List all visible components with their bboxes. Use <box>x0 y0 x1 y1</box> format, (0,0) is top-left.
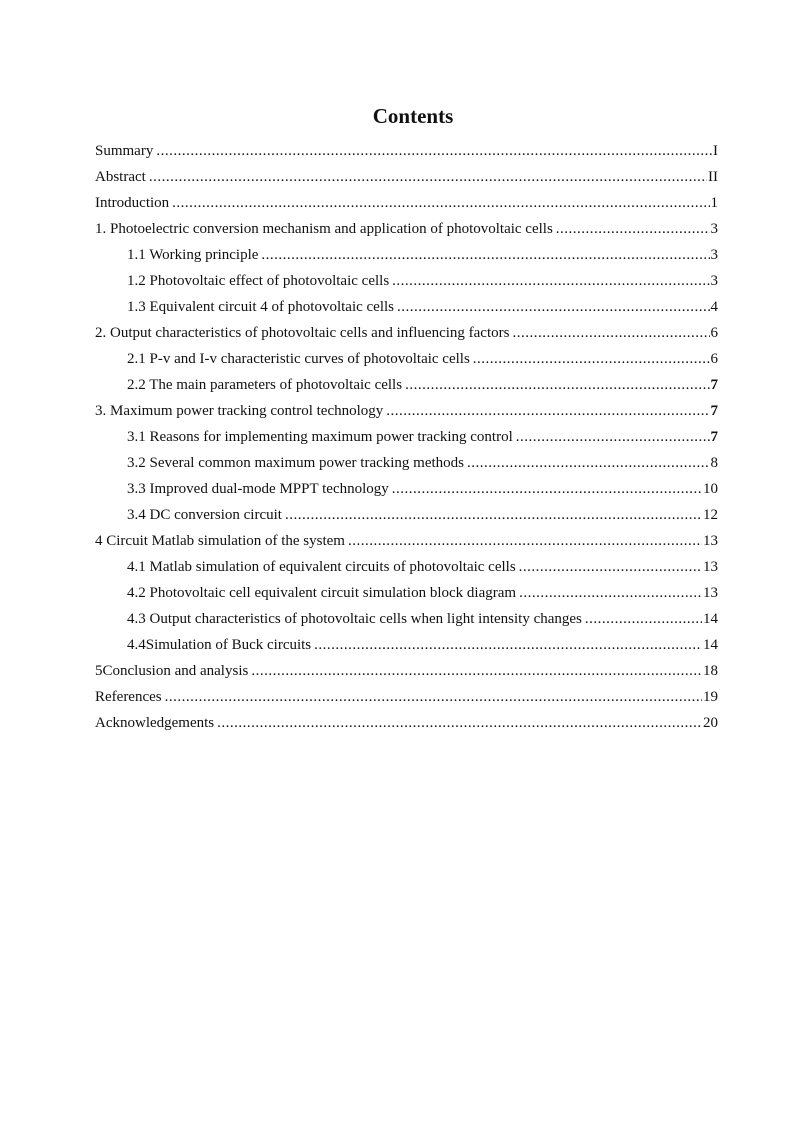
toc-entry-chapter-5 <box>95 658 718 684</box>
toc-entry-chapter-4 <box>95 528 718 554</box>
toc-dot-leader <box>386 398 709 424</box>
toc-entry-title: 3. Maximum power tracking control technology <box>95 403 384 419</box>
toc-entry-section-4-4 <box>95 632 718 658</box>
toc-dot-leader <box>285 502 702 528</box>
toc-page-number: 13 <box>703 559 718 575</box>
toc-entry-section-2-2 <box>95 372 718 398</box>
toc-dot-leader <box>348 528 702 554</box>
toc-dot-leader <box>516 424 710 450</box>
toc-entry-title: Introduction <box>95 195 170 211</box>
toc-entry-introduction <box>95 190 718 216</box>
toc-entry-title: 2.2 The main parameters of photovoltaic cells <box>127 377 403 393</box>
toc-dot-leader <box>156 138 712 164</box>
toc-entry-acknowledgements <box>95 710 718 736</box>
toc-entry-title: 1.1 Working principle <box>127 247 259 263</box>
toc-dot-leader <box>473 346 710 372</box>
toc-dot-leader <box>467 450 709 476</box>
toc-page-number: 3 <box>710 273 718 289</box>
toc-page-number: 3 <box>710 221 718 237</box>
toc-entry-title: 1. Photoelectric conversion mechanism and application of photovoltaic cells <box>95 221 553 237</box>
toc-page-number: 12 <box>703 507 718 523</box>
toc-entry-title: 4 Circuit Matlab simulation of the system <box>95 533 345 549</box>
toc-page-number: 7 <box>710 377 718 393</box>
toc-entry-chapter-2 <box>95 320 718 346</box>
toc-entry-section-4-3 <box>95 606 718 632</box>
toc-dot-leader <box>556 216 710 242</box>
toc-page-number: 19 <box>703 689 718 705</box>
toc-entry-title: References <box>95 689 162 705</box>
toc-dot-leader <box>392 476 702 502</box>
page-title: Contents <box>372 104 454 128</box>
toc-entry-title: Abstract <box>95 169 146 185</box>
toc-dot-leader <box>397 294 709 320</box>
toc-dot-leader <box>392 268 709 294</box>
toc-entry-section-4-2 <box>95 580 718 606</box>
toc-page-number: 4 <box>710 299 718 315</box>
toc-entry-abstract <box>95 164 718 190</box>
toc-dot-leader <box>585 606 702 632</box>
toc-entry-title: 3.4 DC conversion circuit <box>127 507 282 523</box>
toc-entry-title: 5Conclusion and analysis <box>95 663 249 679</box>
toc-entry-chapter-3 <box>95 398 718 424</box>
toc-entry-title: 4.2 Photovoltaic cell equivalent circuit simulation block diagram <box>127 585 517 601</box>
toc-page-number: 7 <box>710 429 718 445</box>
toc-entry-title: 1.2 Photovoltaic effect of photovoltaic cells <box>127 273 390 289</box>
toc-entry-section-3-4 <box>95 502 718 528</box>
toc-entry-title: 4.1 Matlab simulation of equivalent circuits of photovoltaic cells <box>127 559 516 575</box>
toc-entry-title: 1.3 Equivalent circuit 4 of photovoltaic cells <box>127 299 395 315</box>
toc-entry-title: 2. Output characteristics of photovoltaic cells and influencing factors <box>95 325 510 341</box>
toc-entry-title: Summary <box>95 143 154 159</box>
toc-dot-leader <box>251 658 702 684</box>
toc-page-number: 13 <box>703 585 718 601</box>
toc-page-number: 14 <box>703 637 718 653</box>
toc-dot-leader <box>217 710 702 736</box>
toc-dot-leader <box>519 554 702 580</box>
toc-entry-section-3-2 <box>95 450 718 476</box>
toc-entry-section-1-1 <box>95 242 718 268</box>
toc-entry-summary <box>95 138 718 164</box>
toc-page-number: 18 <box>703 663 718 679</box>
toc-page-number: 3 <box>710 247 718 263</box>
table-of-contents <box>95 138 718 736</box>
toc-page-number: II <box>708 169 718 185</box>
toc-page-number: 14 <box>703 611 718 627</box>
toc-entry-title: 4.4Simulation of Buck circuits <box>127 637 312 653</box>
toc-dot-leader <box>405 372 709 398</box>
toc-dot-leader <box>165 684 702 710</box>
toc-entry-section-3-1 <box>95 424 718 450</box>
toc-entry-chapter-1 <box>95 216 718 242</box>
toc-dot-leader <box>512 320 709 346</box>
toc-entry-section-4-1 <box>95 554 718 580</box>
toc-dot-leader <box>314 632 702 658</box>
toc-entry-references <box>95 684 718 710</box>
toc-entry-title: Acknowledgements <box>95 715 215 731</box>
toc-page-number: I <box>713 143 718 159</box>
toc-entry-section-1-2 <box>95 268 718 294</box>
toc-entry-title: 4.3 Output characteristics of photovoltaic cells when light intensity changes <box>127 611 582 627</box>
toc-page-number: 20 <box>703 715 718 731</box>
toc-entry-section-2-1 <box>95 346 718 372</box>
toc-page-number: 13 <box>703 533 718 549</box>
toc-entry-title: 3.2 Several common maximum power tracking methods <box>127 455 465 471</box>
toc-dot-leader <box>519 580 702 606</box>
toc-entry-title: 3.3 Improved dual-mode MPPT technology <box>127 481 389 497</box>
toc-page-number: 10 <box>703 481 718 497</box>
toc-entry-title: 3.1 Reasons for implementing maximum power tracking control <box>127 429 513 445</box>
toc-dot-leader <box>172 190 709 216</box>
toc-page-number: 7 <box>710 403 718 419</box>
toc-entry-section-1-3 <box>95 294 718 320</box>
toc-page-number: 1 <box>710 195 718 211</box>
toc-page-number: 6 <box>710 325 718 341</box>
toc-dot-leader <box>149 164 707 190</box>
toc-page-number: 8 <box>710 455 718 471</box>
toc-entry-title: 2.1 P-v and I-v characteristic curves of photovoltaic cells <box>127 351 470 367</box>
toc-entry-section-3-3 <box>95 476 718 502</box>
toc-page-number: 6 <box>710 351 718 367</box>
toc-dot-leader <box>261 242 709 268</box>
